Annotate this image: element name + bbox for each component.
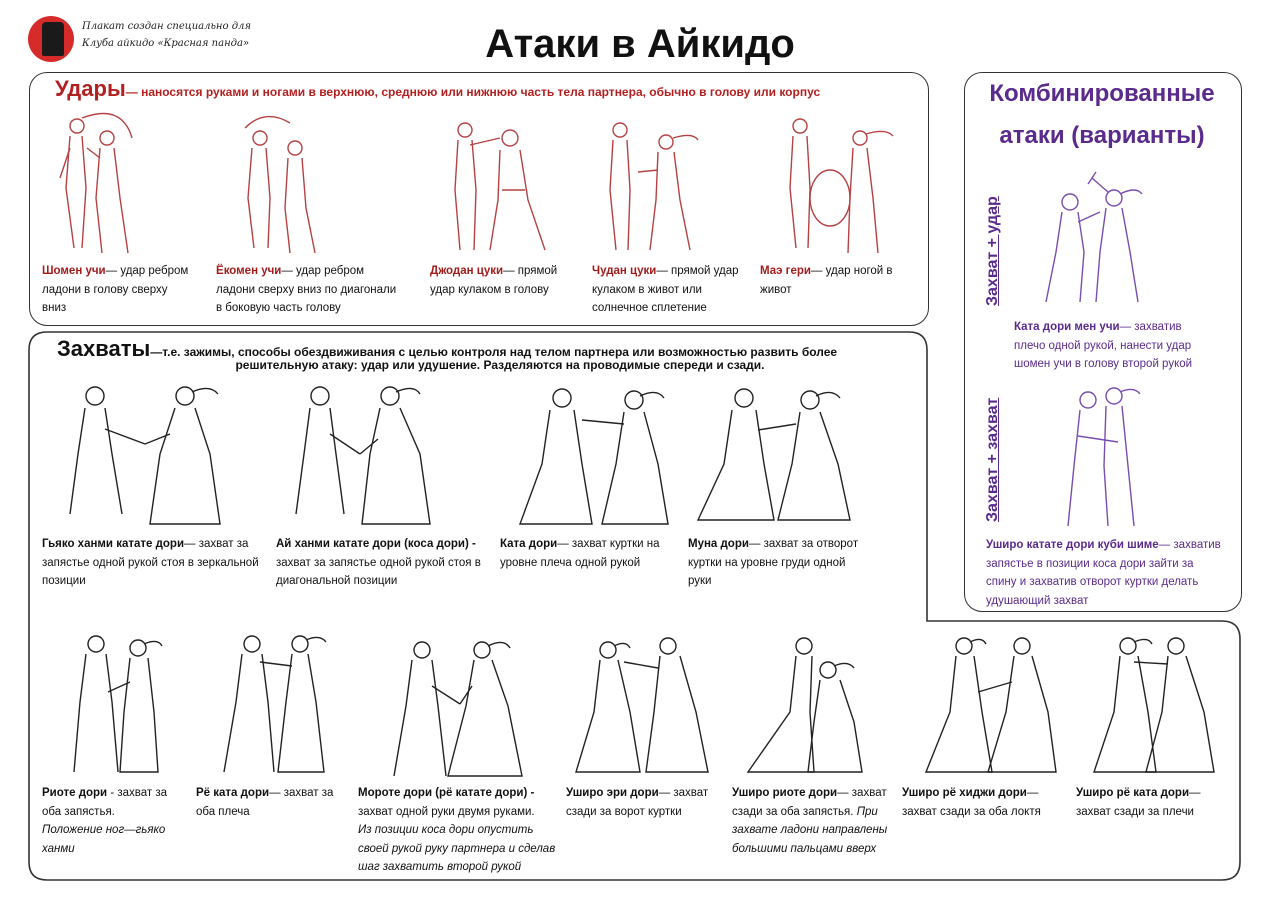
grab-caption-ai-hanmi-katate-dori: Ай ханми катате дори (коса дори) - захват за запястье одной рукой стоя в диагональной позиции — [276, 538, 481, 587]
strike-caption-yokomen-uchi: Ёкомен учи— удар ребром ладони сверху вниз по диагонали в боковую часть голову — [216, 265, 397, 314]
ushiro-ryote-dori-illustration — [744, 632, 874, 778]
gyaku-hanmi-katate-dori-illustration — [50, 384, 230, 530]
ryo-kata-dori-illustration — [212, 632, 332, 778]
page-title: Атаки в Айкидо — [485, 22, 795, 66]
grab-caption-ushiro-eri-dori: Уширо эри дори— захват сзади за ворот куртки — [566, 787, 709, 818]
grab-caption-gyaku-hanmi-katate-dori: Гьяко ханми катате дори— захват за запястье одной рукой стоя в зеркальной позиции — [42, 538, 259, 587]
ai-hanmi-katate-dori-illustration — [280, 384, 440, 530]
credit-line-2: Клуба айкидо «Красная панда» — [82, 38, 250, 49]
strikes-description: — наносятся руками и ногами в верхнюю, среднюю или нижнюю часть тела партнера, обычно в голову или корпус — [125, 85, 821, 99]
ushiro-ryo-kata-dori-illustration — [1090, 632, 1220, 778]
grabs-title: Захваты — [57, 336, 151, 361]
ushiro-katate-dori-kubi-shime-illustration — [1048, 386, 1148, 532]
kata-dori-men-uchi-illustration — [1030, 172, 1150, 312]
grabs-description-line-1: —т.е. зажимы, способы обездвиживания с целью контроля над телом партнера или возможностью развить более — [150, 345, 838, 359]
grab-caption-muna-dori: Муна дори— захват за отворот куртки на уровне груди одной руки — [688, 538, 859, 587]
strikes-title: Удары — [55, 76, 126, 101]
combined-caption-ushiro-katate-dori-kubi-shime: Уширо катате дори куби шиме— захватив запястье в позиции коса дори зайти за спину и захватив отворот куртки делать удушающий захват — [986, 539, 1221, 607]
muna-dori-illustration — [692, 384, 857, 530]
grabs-description-line-2: решительную атаку: удар или удушение. Разделяются на проводимые спереди и сзади. — [235, 358, 765, 372]
grab-caption-kata-dori: Ката дори— захват куртки на уровне плеча одной рукой — [500, 538, 660, 569]
grab-caption-ushiro-ryote-dori: Уширо риоте дори— захват сзади за оба запястья. При захвате ладони направлены большими пальцами вверх — [732, 787, 888, 855]
combined-label-grab-strike: Захват + удар — [984, 196, 1001, 306]
grab-caption-ryo-kata-dori: Рё ката дори— захват за оба плеча — [196, 787, 334, 818]
ushiro-ryo-hiji-dori-illustration — [916, 632, 1066, 778]
grab-caption-ryote-dori: Риоте дори - захват за оба запястья. Положение ног—гьяко ханми — [42, 787, 168, 855]
strike-caption-shomen-uchi: Шомен учи— удар ребром ладони в голову сверху вниз — [42, 265, 189, 314]
strike-caption-mae-geri: Маэ гери— удар ногой в живот — [760, 265, 893, 296]
grab-caption-morote-dori: Мороте дори (рё катате дори) - захват одной руки двумя руками. Из позиции коса дори опустить своей рукой руку партнера и сделав шаг захватить второй рукой — [358, 787, 556, 873]
ushiro-eri-dori-illustration — [568, 632, 718, 778]
combined-title-line-1: Комбинированные — [989, 80, 1215, 107]
kata-dori-illustration — [512, 384, 672, 530]
grab-caption-ushiro-ryo-hiji-dori: Уширо рё хиджи дори— захват сзади за оба локтя — [902, 787, 1041, 818]
morote-dori-illustration — [382, 636, 532, 782]
grab-caption-ushiro-ryo-kata-dori: Уширо рё ката дори— захват сзади за плечи — [1076, 787, 1201, 818]
credit-line-1: Плакат создан специально для — [82, 21, 252, 32]
strike-caption-chudan-tsuki: Чудан цуки— прямой удар кулаком в живот или солнечное сплетение — [592, 265, 739, 314]
combined-title-line-2: атаки (варианты) — [999, 122, 1205, 149]
strike-caption-jodan-tsuki: Джодан цуки— прямой удар кулаком в голову — [430, 265, 558, 296]
combined-caption-kata-dori-men-uchi: Ката дори мен учи— захватив плечо одной рукой, нанести удар шомен учи в голову второй рукой — [1014, 321, 1193, 370]
combined-label-grab-grab: Захват + захват — [984, 397, 1001, 522]
ryote-dori-illustration — [58, 632, 168, 778]
